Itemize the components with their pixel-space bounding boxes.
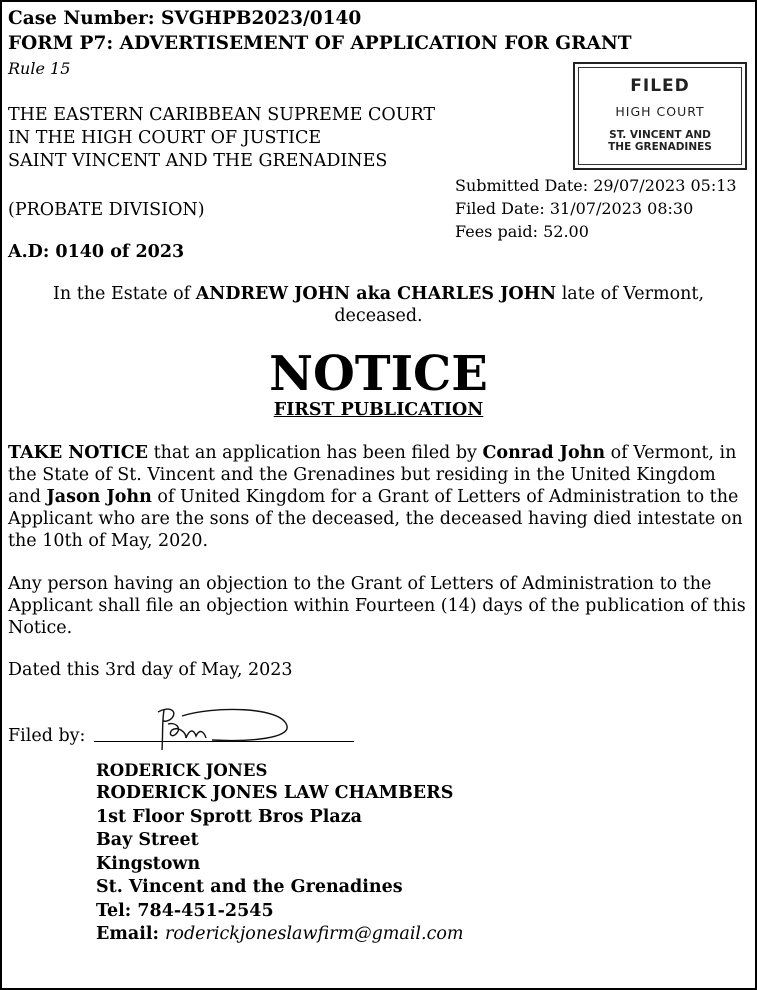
estate-prefix: In the Estate of [52, 284, 196, 304]
paragraph-text: of United Kingdom for a Grant of Letters of Administration to the Applicant who are the sons of the deceased, the deceased having died intestate on the 10th of May, 2020. [8, 487, 743, 551]
paragraph-text: of Vermont, in the State of St. Vincent and the Grenadines but residing in the United Kingdom and [8, 443, 737, 507]
stamp-subtitle: HIGH COURT [615, 104, 705, 119]
court-line-1: THE EASTERN CARIBBEAN SUPREME COURT [8, 105, 436, 125]
filed-date: Filed Date: 31/07/2023 08:30 [455, 199, 694, 218]
stamp-title: FILED [630, 76, 690, 96]
applicant-name-2: Jason John [46, 487, 152, 507]
publication-label: FIRST PUBLICATION [273, 400, 484, 420]
dated-line: Dated this 3rd day of May, 2023 [8, 660, 293, 680]
deceased-name: ANDREW JOHN aka CHARLES JOHN [195, 284, 557, 304]
estate-deceased: deceased. [334, 306, 423, 326]
court-line-2: IN THE HIGH COURT OF JUSTICE [8, 128, 322, 148]
stamp-location-line-2: THE GRENADINES [608, 141, 712, 153]
filer-firm: RODERICK JONES LAW CHAMBERS [96, 783, 454, 803]
paragraph-text: that an application has been filed by [148, 443, 483, 463]
fees-paid: Fees paid: 52.00 [455, 222, 589, 241]
stamp-location-line-1: ST. VINCENT AND [609, 129, 711, 141]
division-label: (PROBATE DIVISION) [8, 200, 205, 220]
ad-number: A.D: 0140 of 2023 [8, 242, 185, 262]
rule-label: Rule 15 [8, 59, 71, 78]
filer-address-4: St. Vincent and the Grenadines [96, 877, 403, 897]
estate-suffix: late of Vermont, [556, 284, 705, 304]
notice-paragraph-1 [8, 442, 748, 552]
applicant-name-1: Conrad John [482, 443, 606, 463]
email-label: Email: [96, 924, 159, 944]
estate-statement [2, 283, 755, 327]
filer-address-2: Bay Street [96, 830, 199, 850]
form-title: FORM P7: ADVERTISEMENT OF APPLICATION FOR GRANT [8, 33, 632, 54]
submitted-date: Submitted Date: 29/07/2023 05:13 [455, 176, 737, 195]
notice-title: NOTICE [269, 346, 488, 402]
stamp-location [579, 129, 741, 153]
signature-image [142, 702, 292, 752]
filer-telephone: Tel: 784-451-2545 [96, 901, 274, 921]
notice-paragraph-2: Any person having an objection to the Grant of Letters of Administration to the Applicant shall file an objection within Fourteen (14) days of the publication of this Notice. [8, 574, 746, 638]
filed-stamp [573, 62, 747, 170]
filer-email-row [96, 923, 464, 946]
filer-name: RODERICK JONES [96, 761, 268, 780]
take-notice-lead: TAKE NOTICE [8, 443, 148, 463]
filer-address-3: Kingstown [96, 854, 201, 874]
case-number: Case Number: SVGHPB2023/0140 [8, 8, 362, 29]
filer-email: roderickjoneslawfirm@gmail.com [165, 924, 464, 944]
court-line-3: SAINT VINCENT AND THE GRENADINES [8, 151, 388, 171]
filed-by-label: Filed by: [8, 726, 86, 746]
filer-address-1: 1st Floor Sprott Bros Plaza [96, 807, 363, 827]
